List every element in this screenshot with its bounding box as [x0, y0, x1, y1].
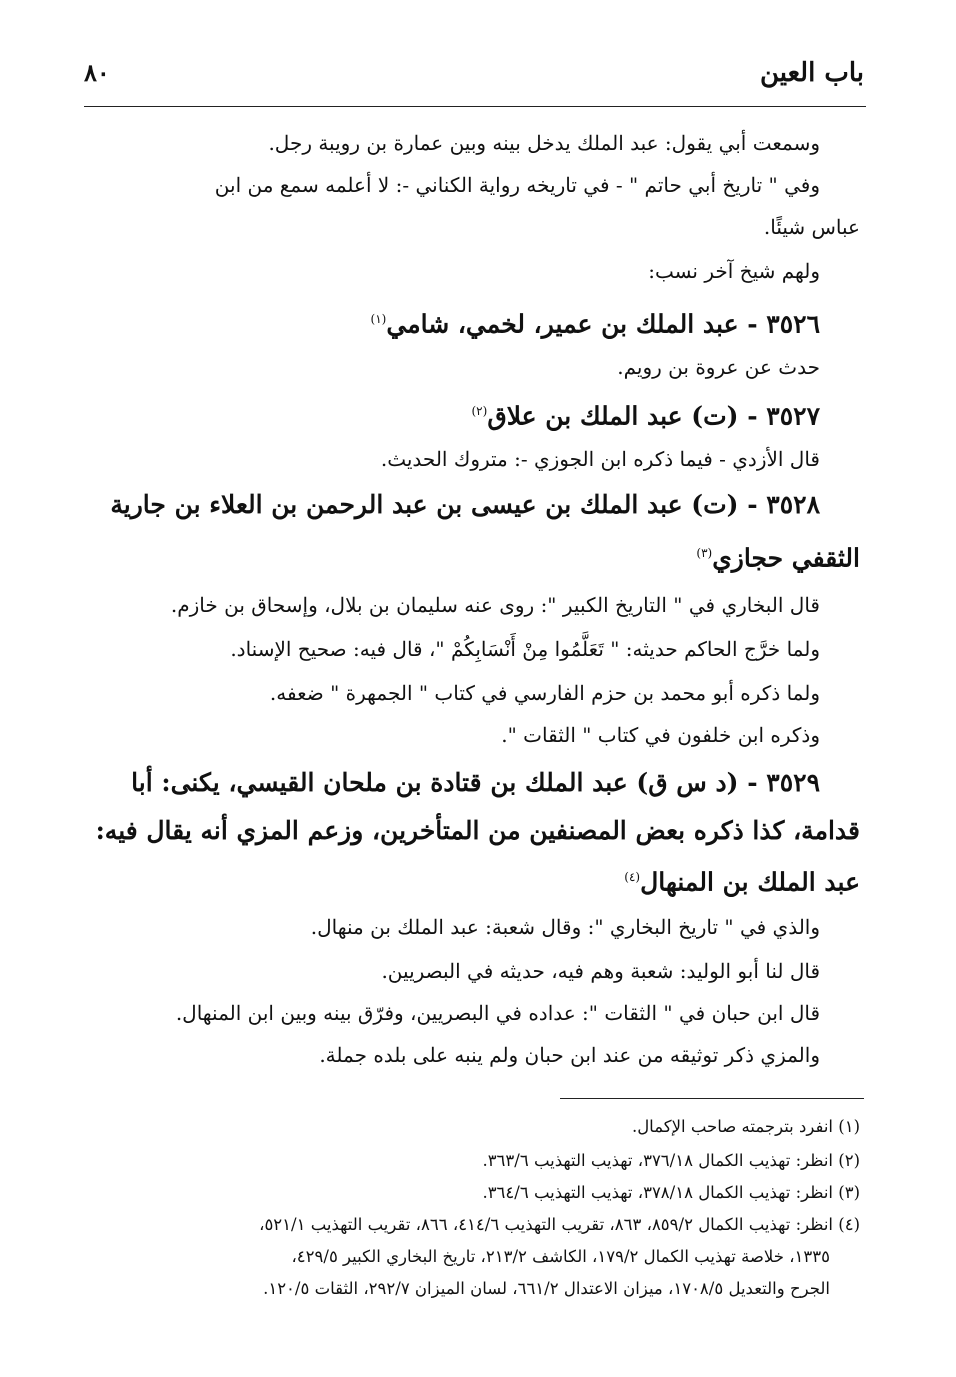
entry-3529-heading: ٣٥٢٩ - (د س ق) عبد الملك بن قتادة بن ملحان القيسي، يكنى: أبا — [131, 768, 820, 797]
entry-3529-heading-cont: قدامة، كذا ذكره بعض المصنفين من المتأخرين، وزعم المزي أنه يقال فيه: — [95, 816, 860, 845]
body-line: وفي " تاريخ أبي حاتم " - في تاريخه رواية الكناني -: لا أعلمه سمع من ابن — [214, 173, 820, 197]
entry-title: ٣٥٢٦ - عبد الملك بن عمير، لخمي، شامي — [386, 309, 820, 339]
body-line: ولما خرَّج الحاكم حديثه: " تَعَلَّمُوا مِنْ أَنْسَابِكُمْ "، قال فيه: صحيح الإسناد. — [230, 637, 820, 661]
footnote-ref: (٣) — [696, 546, 713, 560]
entry-3527-heading — [84, 392, 820, 435]
entry-3526-heading — [84, 300, 820, 343]
footnote-ref: (١) — [370, 312, 387, 326]
body-line: والمزي ذكر توثيقه من عند ابن حبان ولم ينبه على بلده جملة. — [319, 1043, 820, 1067]
body-line: قال الأزدي - فيما ذكره ابن الجوزي -: متروك الحديث. — [380, 447, 820, 471]
footnote-ref: (٤) — [624, 870, 641, 884]
body-line: قال ابن حبان في " الثقات ": عداده في البصريين، وفرّق بينه وبين ابن المنهال. — [175, 1001, 820, 1025]
body-line: قال البخاري في " التاريخ الكبير ": روى عنه سليمان بن بلال، وإسحاق بن خازم. — [170, 593, 820, 617]
body-line: قال لنا أبو الوليد: شعبة وهم فيه، حديثه في البصريين. — [381, 959, 820, 983]
entry-title: الثقفي حجازي — [712, 543, 860, 573]
running-header — [84, 58, 864, 98]
body-line: عباس شيئًا. — [763, 215, 860, 239]
body-line: وسمعت أبي يقول: عبد الملك يدخل بينه وبين عمارة بن رويبة رجل. — [268, 131, 820, 155]
entry-3528-heading: ٣٥٢٨ - (ت) عبد الملك بن عيسى بن عبد الرحمن بن العلاء بن جارية — [110, 490, 820, 519]
header-divider — [84, 106, 866, 107]
footnote-4: (٤) انظر: تهذيب الكمال ٨٥٩/٢، ٨٦٣، تقريب التهذيب ٤١٤/٦، ٨٦٦، تقريب التهذيب ٥٢١/١، — [259, 1215, 860, 1234]
body-line: وذكره ابن خلفون في كتاب " الثقات ". — [501, 723, 820, 747]
footnote-4-cont: ١٣٣٥، خلاصة تهذيب الكمال ١٧٩/٢، الكاشف ٢١٣/٢، تاريخ البخاري الكبير ٤٢٩/٥، — [291, 1247, 830, 1266]
body-line: والذي في " تاريخ البخاري ": وقال شعبة: عبد الملك بن منهال. — [310, 915, 820, 939]
footnote-ref: (٢) — [471, 404, 488, 418]
footnote-divider — [560, 1098, 864, 1099]
chapter-title: باب العين — [759, 58, 864, 88]
body-line: ولما ذكره أبو محمد بن حزم الفارسي في كتاب " الجمهرة " ضعفه. — [269, 681, 820, 705]
entry-title: ٣٥٢٧ - (ت) عبد الملك بن علاق — [487, 401, 820, 431]
body-line: حدث عن عروة بن رويم. — [617, 355, 820, 379]
footnote-3: (٣) انظر: تهذيب الكمال ٣٧٨/١٨، تهذيب التهذيب ٣٦٤/٦. — [482, 1183, 860, 1202]
footnote-2: (٢) انظر: تهذيب الكمال ٣٧٦/١٨، تهذيب التهذيب ٣٦٣/٦. — [482, 1151, 860, 1170]
body-line: ولهم شيخ آخر نسب: — [648, 259, 820, 283]
entry-3528-heading-cont — [84, 534, 860, 577]
footnote-4-cont: الجرح والتعديل ١٧٠٨/٥، ميزان الاعتدال ٦٦١/٢، لسان الميزان ٢٩٢/٧، الثقات ١٢٠/٥. — [263, 1279, 830, 1298]
footnote-1: (١) انفرد بترجمته صاحب الإكمال. — [631, 1117, 860, 1136]
entry-title: عبد الملك بن المنهال — [640, 867, 860, 897]
entry-3529-heading-cont — [84, 858, 860, 901]
page-number: ٨٠ — [84, 58, 110, 87]
